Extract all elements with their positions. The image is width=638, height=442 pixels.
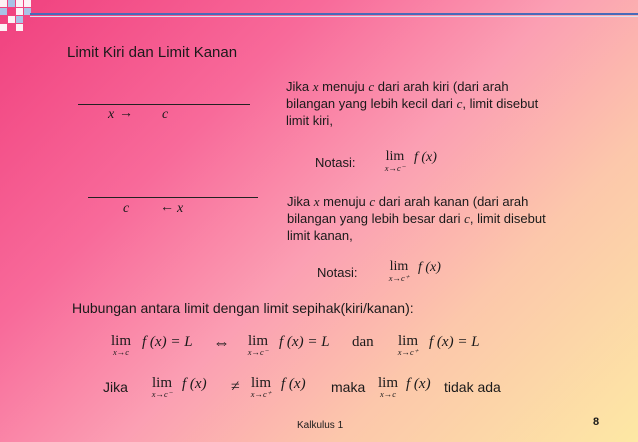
arrow-right-icon: →: [119, 106, 133, 121]
relation-heading: Hubungan antara limit dengan limit sepihak(kiri/kanan):: [72, 300, 414, 316]
relation-expr-3: f (x) = L: [429, 334, 480, 350]
relation-expr-2: f (x) = L: [279, 334, 330, 350]
notasi-right-limit: lim x→c⁺: [388, 259, 410, 283]
jika-limit-2: lim x→c⁺: [250, 375, 272, 399]
notasi-label-right: Notasi:: [317, 265, 358, 280]
number-line-left: [78, 104, 250, 105]
neq-symbol: ≠: [231, 378, 240, 395]
diagram-c: c: [123, 201, 130, 216]
right-limit-description: Jika x menuju c dari arah kanan (dari arah bilangan yang lebih besar dari c, limit disebut limit kanan,: [287, 194, 546, 243]
tidak-ada-text: tidak ada: [444, 379, 501, 395]
notasi-left-function: f (x): [414, 150, 437, 165]
header-rule: [30, 13, 638, 15]
header-rule-light: [30, 16, 638, 17]
jika-expr-3: f (x): [406, 376, 431, 392]
notasi-right-function: f (x): [418, 260, 441, 275]
dan-word: dan: [352, 334, 374, 350]
deco-square: [0, 0, 7, 7]
relation-expr-1: f (x) = L: [142, 334, 193, 350]
deco-square: [0, 24, 7, 31]
page-number: 8: [593, 416, 600, 428]
relation-limit-2: lim x→c⁻: [247, 333, 269, 357]
left-limit-description: Jika x menuju c dari arah kiri (dari arah bilangan yang lebih kecil dari c, limit disebut limit kiri,: [286, 79, 539, 128]
deco-square: [16, 16, 23, 23]
number-line-right: [88, 197, 258, 198]
jika-expr-2: f (x): [281, 376, 306, 392]
jika-limit-3: lim x→c: [377, 375, 398, 399]
deco-square: [8, 16, 15, 23]
deco-square: [24, 0, 31, 7]
relation-limit-1: lim x→c: [110, 333, 131, 357]
notasi-label-left: Notasi:: [315, 155, 356, 170]
diagram-x: x: [108, 107, 115, 122]
jika-word: Jika: [103, 379, 128, 395]
jika-expr-1: f (x): [182, 376, 207, 392]
maka-word: maka: [331, 379, 366, 395]
deco-square: [16, 24, 23, 31]
slide-title: Limit Kiri dan Limit Kanan: [67, 44, 238, 61]
diagram-c: c: [162, 107, 169, 122]
diagram-x: x: [177, 201, 184, 216]
iff-symbol: ⇔: [213, 333, 230, 352]
footer-label: Kalkulus 1: [297, 420, 344, 431]
arrow-left-icon: ←: [160, 200, 174, 215]
notasi-left-limit: lim x→c⁻: [384, 149, 406, 173]
relation-limit-3: lim x→c⁺: [397, 333, 419, 357]
jika-limit-1: lim x→c⁻: [151, 375, 173, 399]
deco-square: [16, 0, 23, 7]
deco-square: [0, 8, 7, 15]
deco-square: [16, 8, 23, 15]
deco-square: [8, 0, 15, 7]
